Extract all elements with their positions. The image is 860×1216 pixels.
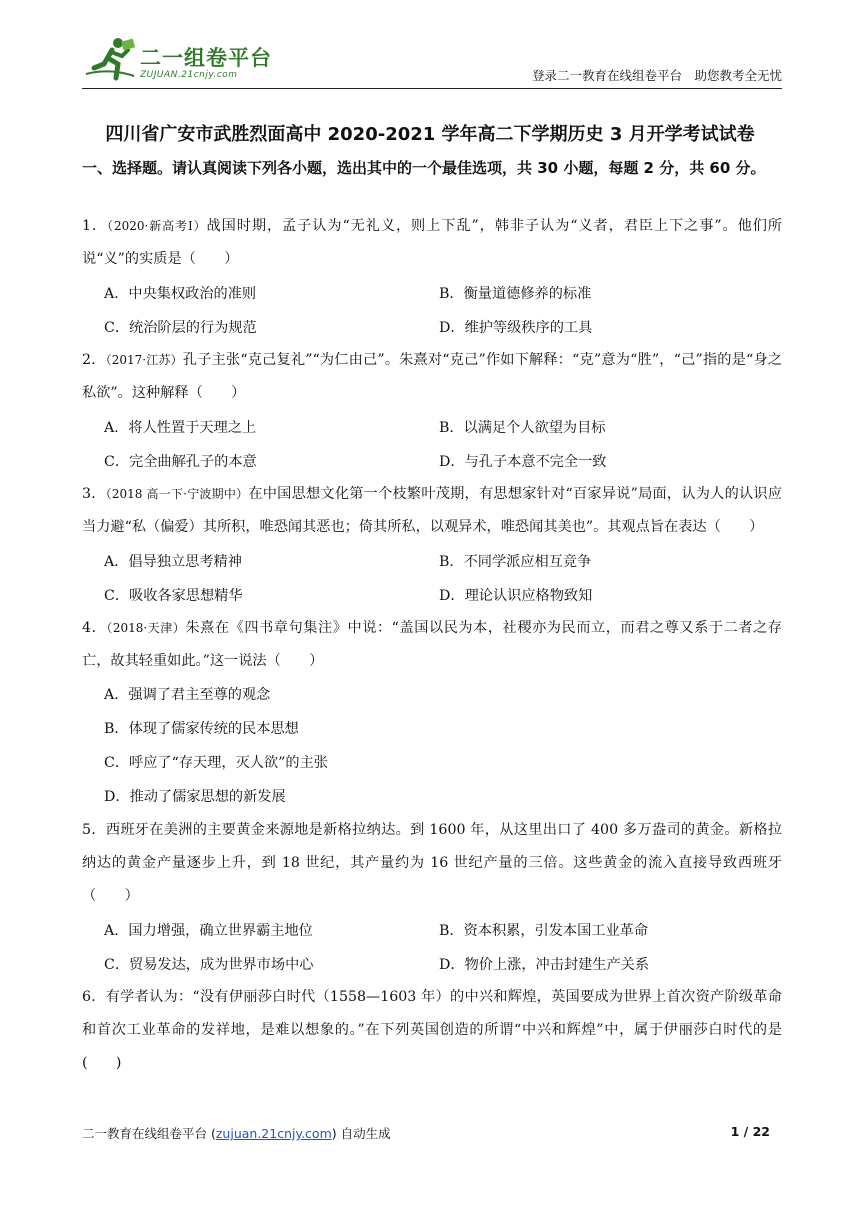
option-d[interactable]: D．与孔子本意不完全一致 — [439, 454, 607, 470]
logo-subtitle: ZUJUAN.21cnjy.com — [140, 70, 238, 80]
option-row — [82, 444, 782, 478]
option-c[interactable]: C．完全曲解孔子的本意 — [104, 454, 257, 470]
option-row — [82, 947, 782, 981]
question-text: 战国时期，孟子认为“无礼义，则上下乱”，韩非子认为“义者，君臣上下之事”。他们所说“义”的实质是（ ） — [82, 218, 782, 267]
option-b[interactable]: B．不同学派应相互竞争 — [439, 554, 592, 570]
header-slogan: 登录二一教育在线组卷平台 助您教考全无忧 — [531, 68, 782, 83]
option-b[interactable]: B．衡量道德修养的标准 — [439, 286, 592, 302]
footer-suffix: ) 自动生成 — [331, 1126, 391, 1141]
question-item — [82, 210, 782, 344]
question-text: 孔子主张“克己复礼”“为仁由己”。朱熹对“克己”作如下解释：“克”意为“胜”，“己”指的是“身之私欲”。这种解释（ ） — [82, 352, 782, 401]
option-a[interactable]: A．中央集权政治的准则 — [104, 286, 257, 302]
footer-link[interactable]: zujuan.21cnjy.com — [215, 1126, 332, 1141]
option-row — [82, 544, 782, 578]
question-number: 3． — [82, 486, 106, 502]
option-group — [82, 913, 782, 981]
question-source: （2017·江苏） — [105, 353, 183, 367]
option-a[interactable]: A．倡导独立思考精神 — [104, 554, 242, 570]
question-stem — [82, 210, 782, 276]
question-number: 5． — [82, 822, 106, 838]
option-b[interactable]: B．以满足个人欲望为目标 — [439, 420, 606, 436]
option-c[interactable]: C．贸易发达，成为世界市场中心 — [104, 957, 314, 973]
question-text: 朱熹在《四书章句集注》中说：“盖国以民为本，社稷亦为民而立，而君之尊又系于二者之存亡，故其轻重如此。”这一说法（ ） — [82, 620, 782, 669]
question-item — [82, 478, 782, 612]
option-a[interactable]: A．强调了君主至尊的观念 — [104, 687, 271, 703]
question-stem — [82, 612, 782, 678]
question-stem — [82, 814, 782, 913]
option-row — [82, 913, 782, 947]
option-group — [82, 276, 782, 344]
option-group — [82, 410, 782, 478]
site-logo[interactable] — [82, 34, 302, 84]
footer-prefix: 二一教育在线组卷平台 ( — [82, 1126, 216, 1141]
question-item — [82, 612, 782, 814]
question-number: 1． — [82, 218, 108, 234]
option-c[interactable]: C．统治阶层的行为规范 — [104, 320, 257, 336]
question-source: （2020·新高考Ⅰ） — [107, 219, 207, 233]
page-number: 1 / 22 — [730, 1124, 770, 1139]
option-d[interactable]: D．物价上涨，冲击封建生产关系 — [439, 957, 650, 973]
question-source: （2018·天津） — [106, 621, 186, 635]
option-row — [82, 310, 782, 344]
page-footer — [82, 1124, 782, 1146]
section-heading: 一、选择题。请认真阅读下列各小题，选出其中的一个最佳选项，共 30 小题，每题 2 分，共 60 分。 — [82, 159, 766, 177]
question-stem — [82, 344, 782, 410]
footer-credit — [82, 1124, 391, 1142]
option-row — [82, 578, 782, 612]
page-header — [82, 30, 782, 88]
question-stem — [82, 478, 782, 544]
question-number: 4． — [82, 620, 107, 636]
option-d[interactable]: D．理论认识应格物致知 — [439, 588, 593, 604]
question-stem — [82, 981, 782, 1080]
option-a[interactable]: A．国力增强，确立世界霸主地位 — [104, 923, 313, 939]
option-group — [82, 544, 782, 612]
question-text: 在中国思想文化第一个枝繁叶茂期，有思想家针对“百家异说”局面，认为人的认识应当力避“私（偏爱）其所积，唯恐闻其恶也；倚其所私，以观异术，唯恐闻其美也”。其观点旨在表达（ ） — [82, 486, 782, 535]
option-c[interactable]: C．吸收各家思想精华 — [104, 588, 243, 604]
header-divider — [82, 88, 782, 89]
question-text: 西班牙在美洲的主要黄金来源地是新格拉纳达。到 1600 年，从这里出口了 400 多万盎司的黄金。新格拉纳达的黄金产量逐步上升，到 18 世纪，其产量约为 16 世纪产量的三倍。这些黄金的流入直接导致西班牙（ ） — [82, 822, 783, 904]
option-d[interactable]: D．推动了儒家思想的新发展 — [104, 789, 286, 805]
question-text: 有学者认为：“没有伊丽莎白时代（1558—1603 年）的中兴和辉煌，英国要成为世界上首次资产阶级革命和首次工业革命的发祥地，是难以想象的。”在下列英国创造的所谓“中兴和辉煌”中，属于伊丽莎白时代的是( ) — [82, 989, 782, 1071]
option-c[interactable]: C．呼应了“存天理，灭人欲”的主张 — [104, 755, 328, 771]
option-d[interactable]: D．维护等级秩序的工具 — [439, 320, 593, 336]
question-number: 2． — [82, 352, 106, 368]
logo-title: 二一组卷平台 — [140, 46, 272, 70]
option-b[interactable]: B．体现了儒家传统的民本思想 — [104, 721, 299, 737]
question-item — [82, 814, 782, 981]
runner-logo-icon — [82, 34, 138, 84]
option-row — [82, 410, 782, 444]
question-item — [82, 344, 782, 478]
question-list — [82, 210, 782, 1080]
question-source: （2018 高一下·宁波期中） — [105, 487, 249, 501]
option-group — [82, 678, 782, 814]
option-a[interactable]: A．将人性置于天理之上 — [104, 420, 257, 436]
question-number: 6． — [82, 989, 106, 1005]
page-title: 四川省广安市武胜烈面高中 2020-2021 学年高二下学期历史 3 月开学考试试卷 — [105, 124, 755, 145]
option-row — [82, 276, 782, 310]
option-b[interactable]: B．资本积累，引发本国工业革命 — [439, 923, 649, 939]
question-item — [82, 981, 782, 1080]
